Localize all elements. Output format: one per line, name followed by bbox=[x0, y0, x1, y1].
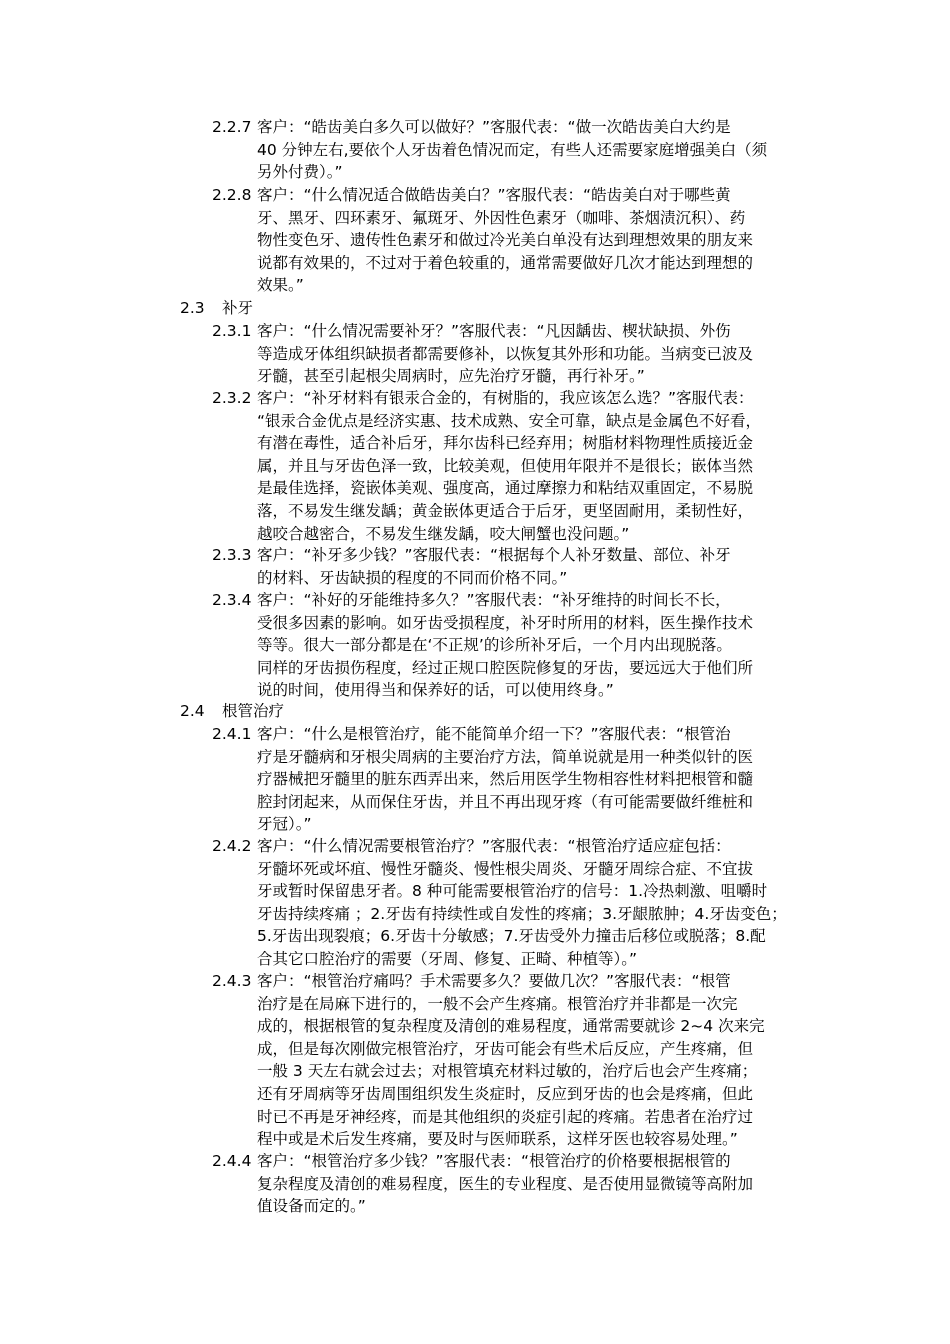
text-line: 疗是牙髓病和牙根尖周病的主要治疗方法，简单说就是用一种类似针的医 bbox=[257, 747, 754, 766]
text-line: 客户：“什么情况需要根管治疗？”客服代表：“根管治疗适应症包括： bbox=[257, 837, 731, 855]
text-line: 疗器械把牙髓里的脏东西弄出来，然后用医学生物相容性材料把根管和髓 bbox=[257, 770, 754, 789]
text-line: 治疗是在局麻下进行的，一般不会产生疼痛。根管治疗并非都是一次完 bbox=[257, 994, 738, 1013]
item-number: 2.2.8 bbox=[212, 186, 252, 204]
text-line: 客户：“根管治疗多少钱？”客服代表：“根管治疗的价格要根据根管的 bbox=[257, 1152, 731, 1170]
text-line: 等等。很大一部分都是在‘不正规’的诊所补牙后，一个月内出现脱落。 bbox=[257, 636, 732, 655]
item-number: 2.4.1 bbox=[212, 725, 252, 743]
item-number: 2.3.3 bbox=[212, 546, 252, 564]
text-line: “银汞合金优点是经济实惠、技术成熟、安全可靠，缺点是金属色不好看， bbox=[257, 411, 762, 430]
text-line: 客户：“补牙多少钱？”客服代表：“根据每个人补牙数量、部位、补牙 bbox=[257, 546, 731, 564]
text-line: 受很多因素的影响。如牙齿受损程度，补牙时所用的材料，医生操作技术 bbox=[257, 613, 754, 632]
text-line: 40 分钟左右,要依个人牙齿着色情况而定，有些人还需要家庭增强美白（须 bbox=[257, 140, 768, 159]
section-title: 根管治疗 bbox=[222, 702, 285, 720]
text-line: 牙齿持续疼痛 ；2.牙齿有持续性或自发性的疼痛；3.牙龈脓肿；4.牙齿变色； bbox=[257, 904, 787, 923]
text-line: 成的，根据根管的复杂程度及清创的难易程度，通常需要就诊 2~4 次来完 bbox=[257, 1017, 765, 1036]
text-line: 客户：“什么是根管治疗，能不能简单介绍一下？”客服代表：“根管治 bbox=[257, 725, 731, 743]
text-line: 越咬合越密合，不易发生继发龋，咬大闸蟹也没问题。” bbox=[257, 524, 630, 543]
item-text bbox=[257, 1150, 807, 1218]
text-line: 牙髓，甚至引起根尖周病时，应先治疗牙髓，再行补牙。” bbox=[257, 367, 645, 386]
text-line: 另外付费）。” bbox=[257, 163, 343, 182]
text-line: 物性变色牙、遗传性色素牙和做过冷光美白单没有达到理想效果的朋友来 bbox=[257, 231, 754, 250]
text-line: 落，不易发生继发龋；黄金嵌体更适合于后牙，更坚固耐用，柔韧性好， bbox=[257, 501, 754, 520]
text-line: 客户：“根管治疗痛吗？手术需要多久？要做几次？”客服代表：“根管 bbox=[257, 972, 731, 990]
text-line: 腔封闭起来，从而保住牙齿，并且不再出现牙疼（有可能需要做纤维桩和 bbox=[257, 792, 754, 811]
item-number: 2.3.4 bbox=[212, 591, 252, 609]
text-line: 一般 3 天左右就会过去；对根管填充材料过敏的，治疗后也会产生疼痛； bbox=[257, 1062, 758, 1081]
text-line: 牙或暂时保留患牙者。8 种可能需要根管治疗的信号：1.冷热刺激、咀嚼时 bbox=[257, 882, 768, 901]
item-text bbox=[257, 970, 807, 1151]
item-text bbox=[257, 387, 807, 545]
text-line: 成，但是每次刚做完根管治疗，牙齿可能会有些术后反应，产生疼痛，但 bbox=[257, 1039, 754, 1058]
text-line: 合其它口腔治疗的需要（牙周、修复、正畸、种植等）。” bbox=[257, 949, 638, 968]
text-line: 值设备而定的。” bbox=[257, 1197, 366, 1216]
section-heading-2-4 bbox=[180, 700, 284, 723]
text-line: 时已不再是牙神经疼，而是其他组织的炎症引起的疼痛。若患者在治疗过 bbox=[257, 1107, 754, 1126]
item-text bbox=[257, 116, 807, 184]
item-text bbox=[257, 589, 807, 702]
item-text bbox=[257, 320, 807, 388]
item-number: 2.2.7 bbox=[212, 118, 252, 136]
text-line: 的材料、牙齿缺损的程度的不同而价格不同。” bbox=[257, 568, 568, 587]
item-text bbox=[257, 544, 807, 589]
item-text bbox=[257, 835, 807, 971]
text-line: 牙髓坏死或坏疽、慢性牙髓炎、慢性根尖周炎、牙髓牙周综合症、不宜拔 bbox=[257, 859, 754, 878]
item-number: 2.3.1 bbox=[212, 322, 252, 340]
text-line: 客户：“补牙材料有银汞合金的，有树脂的，我应该怎么选？”客服代表： bbox=[257, 389, 754, 407]
text-line: 有潜在毒性，适合补后牙，拜尔齿科已经弃用；树脂材料物理性质接近金 bbox=[257, 434, 754, 453]
section-title: 补牙 bbox=[222, 299, 254, 317]
text-line: 是最佳选择，瓷嵌体美观、强度高，通过摩擦力和粘结双重固定，不易脱 bbox=[257, 479, 754, 498]
item-number: 2.3.2 bbox=[212, 389, 252, 407]
text-line: 属，并且与牙齿色泽一致，比较美观，但使用年限并不是很长；嵌体当然 bbox=[257, 456, 754, 475]
item-text bbox=[257, 184, 807, 297]
item-text bbox=[257, 723, 807, 836]
text-line: 效果。” bbox=[257, 276, 304, 295]
section-number: 2.3 bbox=[180, 299, 205, 317]
item-number: 2.4.3 bbox=[212, 972, 252, 990]
text-line: 说的时间，使用得当和保养好的话，可以使用终身。” bbox=[257, 681, 614, 700]
text-line: 客户：“什么情况需要补牙？”客服代表：“凡因龋齿、楔状缺损、外伤 bbox=[257, 322, 731, 340]
text-line: 客户：“皓齿美白多久可以做好？”客服代表：“做一次皓齿美白大约是 bbox=[257, 118, 731, 136]
text-line: 等造成牙体组织缺损者都需要修补，以恢复其外形和功能。当病变已波及 bbox=[257, 344, 754, 363]
text-line: 复杂程度及清创的难易程度，医生的专业程度、是否使用显微镜等高附加 bbox=[257, 1174, 754, 1193]
text-line: 牙、黑牙、四环素牙、氟斑牙、外因性色素牙（咖啡、茶烟渍沉积）、药 bbox=[257, 208, 746, 227]
text-line: 同样的牙齿损伤程度，经过正规口腔医院修复的牙齿，要远远大于他们所 bbox=[257, 658, 754, 677]
section-number: 2.4 bbox=[180, 702, 205, 720]
text-line: 5.牙齿出现裂痕；6.牙齿十分敏感；7.牙齿受外力撞击后移位或脱落；8.配 bbox=[257, 927, 766, 946]
text-line: 客户：“补好的牙能维持多久？”客服代表：“补牙维持的时间长不长， bbox=[257, 591, 731, 609]
text-line: 还有牙周病等牙齿周围组织发生炎症时，反应到牙齿的也会是疼痛，但此 bbox=[257, 1084, 754, 1103]
item-number: 2.4.4 bbox=[212, 1152, 252, 1170]
text-line: 牙冠）。” bbox=[257, 815, 312, 834]
section-heading-2-3 bbox=[180, 297, 253, 320]
item-number: 2.4.2 bbox=[212, 837, 252, 855]
text-line: 程中或是术后发生疼痛，要及时与医师联系，这样牙医也较容易处理。” bbox=[257, 1130, 738, 1149]
text-line: 说都有效果的，不过对于着色较重的，通常需要做好几次才能达到理想的 bbox=[257, 253, 754, 272]
text-line: 客户：“什么情况适合做皓齿美白？”客服代表：“皓齿美白对于哪些黄 bbox=[257, 186, 731, 204]
